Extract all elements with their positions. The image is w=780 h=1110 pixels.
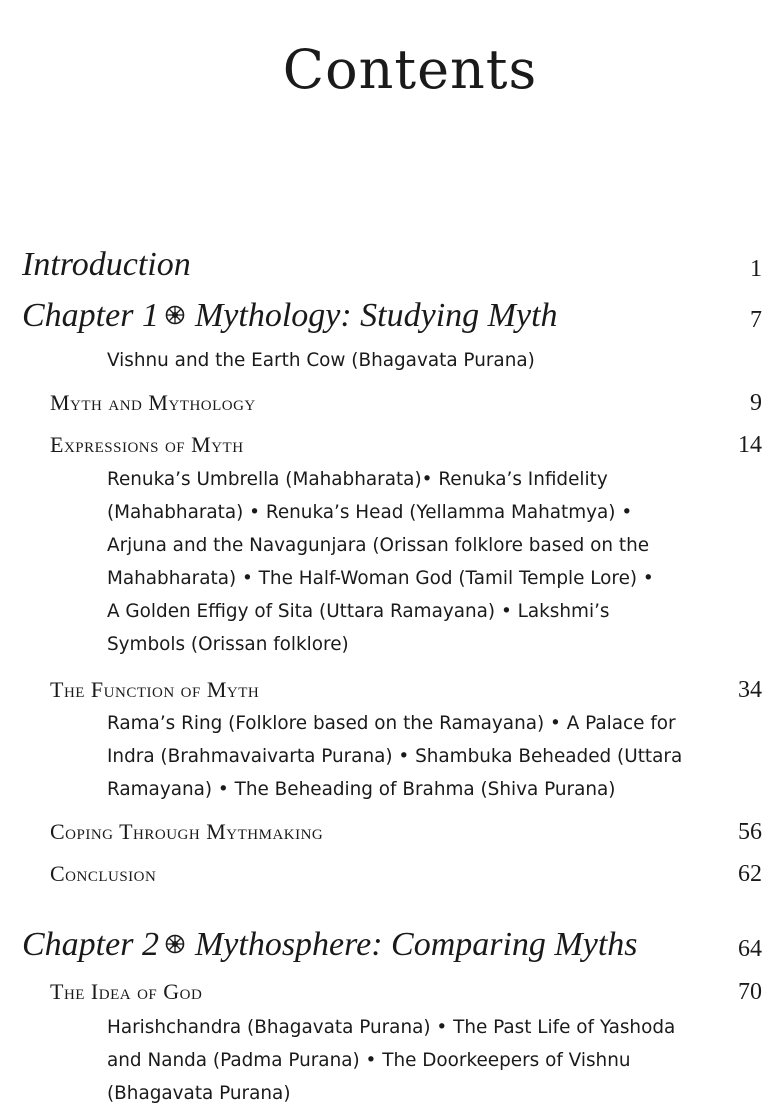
toc-section-title: Conclusion: [50, 861, 157, 886]
toc-story-line: Renuka’s Umbrella (Mahabharata)• Renuka’s Infidelity: [107, 469, 608, 490]
toc-story-line: Indra (Brahmavaivarta Purana) • Shambuka Beheaded (Uttara: [107, 746, 683, 767]
page-title: Contents: [282, 38, 538, 102]
toc-section-title: Coping Through Mythmaking: [50, 819, 324, 844]
toc-section-title: Expressions of Myth: [50, 432, 244, 457]
chapter-label: Chapter 2: [22, 926, 159, 963]
toc-entry-title: Introduction: [22, 246, 191, 283]
toc-page-number: 7: [750, 307, 762, 333]
chapter-subtitle: Mythology: Studying Myth: [194, 297, 558, 334]
toc-story-line: and Nanda (Padma Purana) • The Doorkeepers of Vishnu: [107, 1050, 631, 1071]
toc-page-number: 1: [750, 256, 762, 282]
toc-section-title: The Idea of God: [50, 979, 203, 1004]
toc-page-number: 9: [750, 390, 762, 416]
toc-story-line: (Mahabharata) • Renuka’s Head (Yellamma Mahatmya) •: [107, 502, 633, 523]
toc-story-line: Harishchandra (Bhagavata Purana) • The Past Life of Yashoda: [107, 1017, 676, 1038]
toc-story-line: A Golden Effigy of Sita (Uttara Ramayana) • Lakshmi’s: [107, 601, 610, 622]
toc-page-number: 56: [738, 819, 762, 845]
toc-story-line: Mahabharata) • The Half-Woman God (Tamil Temple Lore) •: [107, 568, 654, 589]
toc-story-line: Arjuna and the Navagunjara (Orissan folklore based on the: [107, 535, 650, 556]
toc-story-list: [107, 463, 707, 661]
toc-page-number: 62: [738, 861, 762, 887]
toc-story-line: Ramayana) • The Beheading of Brahma (Shiva Purana): [107, 779, 616, 800]
toc-story-line: Rama’s Ring (Folklore based on the Ramayana) • A Palace for: [107, 713, 676, 734]
toc-story-line: Vishnu and the Earth Cow (Bhagavata Purana): [107, 350, 535, 371]
toc-story-list: [107, 1011, 707, 1110]
toc-page-number: 70: [738, 979, 762, 1005]
toc-chapter-title: [22, 926, 638, 964]
toc-page-number: 14: [738, 432, 762, 458]
toc-chapter-title: [22, 297, 558, 335]
toc-story-line: Symbols (Orissan folklore): [107, 634, 349, 655]
toc-section-title: The Function of Myth: [50, 677, 260, 702]
toc-story-line: (Bhagavata Purana): [107, 1083, 291, 1104]
ornament-icon: [165, 305, 185, 325]
ornament-icon: [165, 934, 185, 954]
toc-page-number: 34: [738, 677, 762, 703]
toc-story-list: [107, 344, 707, 377]
chapter-label: Chapter 1: [22, 297, 159, 334]
chapter-subtitle: Mythosphere: Comparing Myths: [194, 926, 638, 963]
toc-story-list: [107, 707, 707, 806]
toc-section-title: Myth and Mythology: [50, 390, 256, 415]
toc-page-number: 64: [738, 936, 762, 962]
